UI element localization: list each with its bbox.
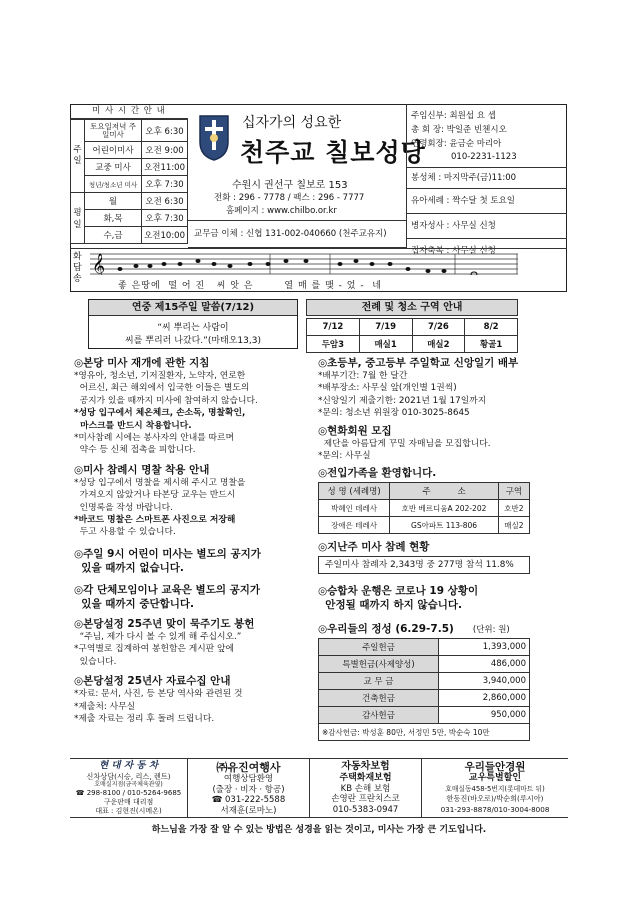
notice-line: *문의: 청소년 위원장 010-3025-8645 bbox=[318, 408, 470, 419]
newcomers-header: 성 명 (세례명) bbox=[319, 483, 390, 500]
cleaning-section bbox=[306, 299, 518, 353]
ad-insurance bbox=[310, 759, 422, 817]
staff-baptism: 유아세례 : 짝수달 첫 토요일 bbox=[407, 188, 567, 213]
schedule-cell: 청년/청소년 미사 bbox=[85, 176, 142, 193]
church-logo bbox=[196, 112, 232, 162]
ad-line: 호매실동458-5번지(롯데마트 뒤) bbox=[445, 784, 545, 793]
church-phone: 전화 : 296 - 7778 / 팩스 : 296 - 7777 bbox=[214, 193, 365, 203]
notice-line: *구역별로 집계하여 봉헌함은 게시판 앞에 bbox=[74, 644, 235, 655]
thanks-note: ※감사헌금: 박성훈 80만, 서정민 5만, 박순숙 10만 bbox=[319, 724, 530, 741]
notice-heading: ◎지난주 미사 참례 현황 bbox=[318, 541, 430, 554]
schedule-cell: 오후 7:30 bbox=[142, 210, 188, 227]
cleaning-title: 전례 및 청소 구역 안내 bbox=[306, 299, 518, 316]
footer-text: 하느님을 가장 잘 알 수 있는 방법은 성경을 읽는 것이고, 미사는 가장 큰 기도입니다. bbox=[151, 825, 487, 835]
right-column bbox=[318, 356, 568, 741]
offering-label: 건축헌금 bbox=[319, 690, 439, 707]
notice-line: *제출처: 사무실 bbox=[74, 701, 136, 712]
notice-line: *신앙일기 제출기한: 2021년 1월 17일까지 bbox=[318, 395, 487, 406]
ad-line: 주택화재보험 bbox=[339, 773, 392, 783]
ad-line: 대표 : 김현진(시메온) bbox=[95, 806, 162, 815]
ad-line: 서재훈(로마노) bbox=[220, 805, 277, 816]
word-line1: “씨 뿌리는 사람이 bbox=[157, 323, 229, 333]
offering-amount: 950,000 bbox=[439, 707, 530, 724]
notice-line: *문의: 사무실 bbox=[318, 451, 371, 462]
notice-line: *자료: 문서, 사진, 등 본당 역사와 관련된 것 bbox=[74, 689, 243, 700]
ad-line: 구운판매 대리점 bbox=[103, 797, 154, 806]
word-title: 연중 제15주일 말씀(7/12) bbox=[89, 300, 297, 316]
notice-line: *배부장소: 사무실 앞(개인별 1권씩) bbox=[318, 383, 457, 394]
schedule-cell: 화,목 bbox=[85, 210, 142, 227]
hymn-staff bbox=[90, 251, 518, 275]
notice-heading: ◎전입가족을 환영합니다. bbox=[318, 467, 437, 480]
newcomers-cell: 호반 베르디움A 202-202 bbox=[390, 500, 499, 517]
church-homepage: 홈페이지 : www.chilbo.or.kr bbox=[226, 206, 337, 216]
schedule-cell: 오후 6:30 bbox=[142, 120, 188, 142]
newcomers-header: 구역 bbox=[498, 483, 529, 500]
notice-line: *바코드 명찰은 스마트폰 사진으로 저장해 bbox=[74, 515, 236, 526]
cleaning-group: 두암3 bbox=[307, 336, 360, 353]
notice-line: *성당 입구에서 명찰을 제시해 주시고 명찰을 bbox=[74, 477, 246, 488]
offering-unit: (단위: 원) bbox=[472, 625, 510, 636]
ad-line: ☎ 298-8100 / 010-5264-9685 bbox=[75, 788, 182, 797]
ad-line: ☎ 031-222-5588 bbox=[211, 795, 286, 806]
offering-amount: 3,940,000 bbox=[439, 673, 530, 690]
ad-line: 호매실지점(금곡체육관옆) bbox=[94, 780, 163, 788]
staff-anointing: 병자성사 : 사무실 신청 bbox=[407, 213, 567, 238]
offering-label: 특별헌금(사제양성) bbox=[319, 656, 439, 673]
offering-header bbox=[318, 617, 568, 636]
notice-heading: ◎주일 9시 어린이 미사는 별도의 공지가 bbox=[74, 547, 261, 560]
church-address: 수원시 권선구 칠보로 153 bbox=[232, 180, 348, 191]
cleaning-date: 7/19 bbox=[359, 319, 412, 336]
notice-line: 공지가 있을 때까지 미사에 참여하지 않습니다. bbox=[74, 395, 258, 406]
ad-line: 여행상담환영 bbox=[223, 774, 274, 784]
schedule-table bbox=[70, 119, 188, 244]
notice-line: 제단을 아름답게 꾸밀 자매님을 모집합니다. bbox=[318, 438, 491, 449]
cleaning-group: 매실1 bbox=[359, 336, 412, 353]
notice-heading: ◎미사 참례시 명찰 착용 안내 bbox=[74, 463, 210, 476]
ad-line: 손영란 프란치스코 bbox=[331, 794, 400, 805]
schedule-title: 미 사 시 간 안 내 bbox=[70, 104, 188, 119]
staff-panel bbox=[406, 104, 567, 256]
cleaning-group: 매실2 bbox=[412, 336, 465, 353]
notice-line: 약수 등 신체 접촉을 피합니다. bbox=[74, 445, 196, 456]
staff-pastor: 주임신부: 최원섭 요 셉 bbox=[411, 111, 496, 121]
offering-label: 주일헌금 bbox=[319, 639, 439, 656]
cleaning-date: 8/2 bbox=[465, 319, 518, 336]
notice-line: *영유아, 청소년, 기저질환자, 노약자, 연로한 bbox=[74, 371, 246, 381]
ad-title: 자동차보험 bbox=[341, 761, 390, 772]
newcomers-cell: 장애은 테레사 bbox=[319, 517, 390, 534]
notice-heading-cont: 있을 때까지 중단합니다. bbox=[74, 597, 195, 610]
newcomers-table bbox=[318, 482, 530, 534]
ad-line: KB 손해 보험 bbox=[340, 783, 391, 794]
ad-line: 031-293-8878/010-3004-8008 bbox=[440, 804, 550, 814]
notice-heading: ◎본당설정 25년사 자료수집 안내 bbox=[74, 675, 231, 688]
schedule-cell: 토요일저녁 주일미사 bbox=[85, 120, 142, 142]
hymn-lyrics: 좋 은땅에 떨 어 진 씨 앗 은 열 매 를 맺 - 었 - 네 bbox=[118, 281, 382, 291]
ad-line: 교우특별할인 bbox=[468, 773, 522, 783]
notice-heading: ◎본당설정 25주년 맞이 묵주기도 봉헌 bbox=[74, 617, 255, 630]
church-subtitle: 십자가의 성요한 bbox=[242, 115, 342, 131]
staff-blessing: 집자축복 : 사무실 신청 bbox=[407, 238, 567, 261]
ad-title: 우리들안경원 bbox=[464, 761, 526, 773]
notice-line: “주님, 제가 다시 볼 수 있게 해 주십시오.” bbox=[74, 631, 242, 642]
notice-heading: ◎승합차 운행은 코로나 19 상황이 bbox=[318, 585, 479, 598]
svg-text:𝄞: 𝄞 bbox=[92, 254, 106, 275]
staff-president: 총 회 장: 박일준 빈첸시오 bbox=[411, 125, 507, 135]
notice-heading: ◎본당 미사 재개에 관한 지침 bbox=[74, 357, 210, 369]
schedule-cell: 오전10:00 bbox=[142, 227, 188, 244]
staff-communion: 봉성체 : 마지막주(금)11:00 bbox=[407, 167, 567, 188]
schedule-cell: 오전 9:00 bbox=[142, 142, 188, 159]
cleaning-group: 황골1 bbox=[465, 336, 518, 353]
ad-title: ㈜유진여행사 bbox=[216, 761, 281, 774]
church-title: 천주교 칠보성당 bbox=[240, 138, 426, 167]
mass-schedule bbox=[70, 104, 188, 244]
notice-line: 인명록을 작성 바랍니다. bbox=[74, 502, 173, 513]
staff-phone: 010-2231-1123 bbox=[451, 152, 517, 162]
notice-line: 어르신, 최근 해외에서 입국한 이들은 별도의 bbox=[74, 383, 250, 394]
schedule-cell: 오전 6:30 bbox=[142, 193, 188, 210]
offering-label: 감사헌금 bbox=[319, 707, 439, 724]
notice-line: 가져오지 않았거나 타본당 교우는 반드시 bbox=[74, 490, 236, 501]
notice-line: 있습니다. bbox=[74, 656, 117, 667]
notice-line: *제출 자료는 정리 후 돌려 드립니다. bbox=[74, 713, 215, 724]
left-column bbox=[74, 356, 314, 725]
notice-line: *성당 입구에서 체온체크, 손소독, 명찰확인, bbox=[74, 408, 246, 419]
newcomers-cell: GS아파트 113-806 bbox=[390, 517, 499, 534]
notice-line: *미사참례 시에는 봉사자의 안내를 따르며 bbox=[74, 433, 235, 444]
newcomers-cell: 매실2 bbox=[498, 517, 529, 534]
ad-title: 현 대 자 동 차 bbox=[98, 760, 159, 771]
ad-line: 한동진(바오로)/박순희(루시아) bbox=[446, 794, 544, 804]
schedule-cell: 오후 7:30 bbox=[142, 176, 188, 193]
ad-optician bbox=[422, 759, 568, 817]
hymn-label: 화답송 bbox=[73, 252, 82, 284]
newcomers-cell: 박혜인 데레사 bbox=[319, 500, 390, 517]
newcomers-header: 주 소 bbox=[390, 483, 499, 500]
ad-line: 010-5383-0947 bbox=[332, 804, 399, 815]
ad-line: (출장 · 비자 · 항공) bbox=[212, 784, 285, 795]
offering-amount: 2,860,000 bbox=[439, 690, 530, 707]
ad-travel bbox=[188, 759, 310, 817]
ad-hyundai bbox=[70, 759, 188, 817]
offering-label: 교 무 금 bbox=[319, 673, 439, 690]
notice-heading: ◎현화회원 모집 bbox=[318, 424, 392, 437]
notice-heading-cont: 안정될 때까지 하지 않습니다. bbox=[318, 599, 462, 612]
sunday-label: 주일 bbox=[71, 120, 85, 193]
staff-funeral: 연령회장: 윤금순 마리아 bbox=[411, 139, 502, 149]
schedule-cell: 교중 미사 bbox=[85, 159, 142, 176]
ad-line: 신차상담(시승, 리스, 렌트) bbox=[86, 771, 171, 781]
offering-amount: 486,000 bbox=[439, 656, 530, 673]
offering-amount: 1,393,000 bbox=[439, 639, 530, 656]
attendance-box: 주일미사 참례자 2,343명 중 277명 참석 11.8% bbox=[318, 556, 530, 574]
notice-heading-cont: 있을 때까지 없습니다. bbox=[74, 561, 184, 574]
notice-line: *배부기간: 7월 한 달간 bbox=[318, 371, 408, 381]
notice-line: 마스크를 반드시 착용합니다. bbox=[74, 420, 192, 431]
notice-line: 두고 사용할 수 있습니다. bbox=[74, 527, 176, 538]
offering-table bbox=[318, 638, 530, 741]
cleaning-table bbox=[306, 318, 518, 353]
bank-info: 교무금 이체 : 신협 131-002-040660 (천주교유지) bbox=[194, 229, 387, 239]
weekday-label: 평일 bbox=[71, 193, 85, 244]
word-line2: 씨를 뿌리러 나갔다.”(마태오13,3) bbox=[125, 336, 261, 346]
schedule-cell: 월 bbox=[85, 193, 142, 210]
newcomers-cell: 호반2 bbox=[498, 500, 529, 517]
schedule-cell: 오전11:00 bbox=[142, 159, 188, 176]
ads-row bbox=[70, 758, 568, 818]
cleaning-date: 7/12 bbox=[307, 319, 360, 336]
schedule-cell: 어린이미사 bbox=[85, 142, 142, 159]
notice-heading: ◎우리들의 정성 (6.29-7.5) bbox=[318, 623, 454, 636]
notice-heading: ◎초등부, 중고등부 주일학교 신앙일기 배부 bbox=[318, 357, 519, 369]
schedule-cell: 수,금 bbox=[85, 227, 142, 244]
cleaning-date: 7/26 bbox=[412, 319, 465, 336]
notice-heading: ◎각 단체모임이나 교육은 별도의 공지가 bbox=[74, 583, 261, 596]
